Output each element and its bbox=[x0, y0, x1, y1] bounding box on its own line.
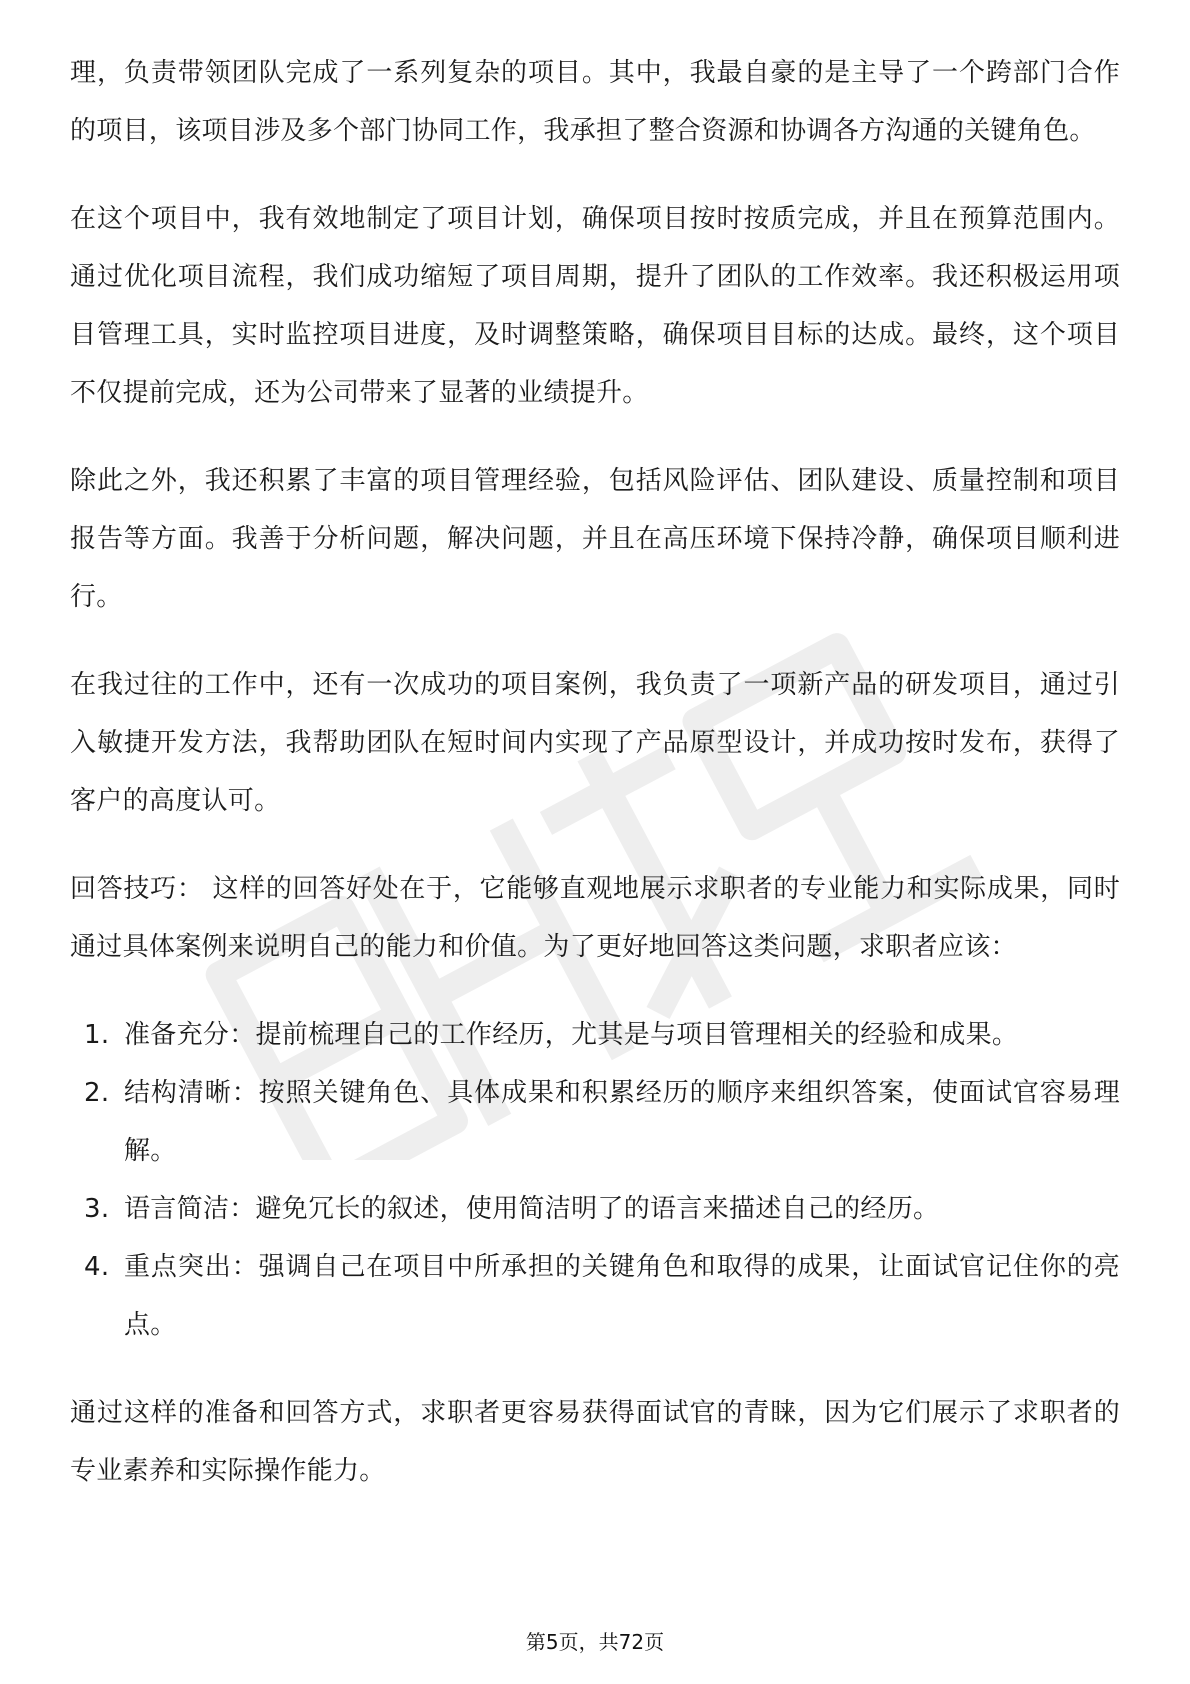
list-number: 3. bbox=[84, 1194, 110, 1224]
closing-paragraph: 通过这样的准备和回答方式，求职者更容易获得面试官的青睐，因为它们展示了求职者的专业素养和实际操作能力。 bbox=[70, 1398, 1120, 1486]
list-item bbox=[70, 1064, 1120, 1180]
document-body bbox=[70, 44, 1120, 1530]
paragraph-3: 除此之外，我还积累了丰富的项目管理经验，包括风险评估、团队建设、质量控制和项目报告等方面。我善于分析问题，解决问题，并且在高压环境下保持冷静，确保项目顺利进行。 bbox=[70, 466, 1120, 612]
list-number: 1. bbox=[84, 1020, 110, 1050]
list-item bbox=[70, 1006, 1120, 1064]
answer-tips-paragraph: 回答技巧： 这样的回答好处在于，它能够直观地展示求职者的专业能力和实际成果，同时通过具体案例来说明自己的能力和价值。为了更好地回答这类问题，求职者应该： bbox=[70, 874, 1120, 962]
tips-list bbox=[70, 1006, 1120, 1354]
list-item-text: 准备充分：提前梳理自己的工作经历，尤其是与项目管理相关的经验和成果。 bbox=[124, 1020, 1019, 1050]
paragraph-1: 理，负责带领团队完成了一系列复杂的项目。其中，我最自豪的是主导了一个跨部门合作的项目，该项目涉及多个部门协同工作，我承担了整合资源和协调各方沟通的关键角色。 bbox=[70, 58, 1120, 146]
paragraph-4: 在我过往的工作中，还有一次成功的项目案例，我负责了一项新产品的研发项目，通过引入敏捷开发方法，我帮助团队在短时间内实现了产品原型设计，并成功按时发布，获得了客户的高度认可。 bbox=[70, 670, 1120, 816]
list-item bbox=[70, 1238, 1120, 1354]
list-item-text: 语言简洁：避免冗长的叙述，使用简洁明了的语言来描述自己的经历。 bbox=[124, 1194, 940, 1224]
list-item-text: 结构清晰：按照关键角色、具体成果和积累经历的顺序来组织答案，使面试官容易理解。 bbox=[124, 1078, 1120, 1166]
page-number-footer: 第5页，共72页 bbox=[525, 1630, 665, 1654]
list-number: 2. bbox=[84, 1078, 110, 1108]
list-number: 4. bbox=[84, 1252, 110, 1282]
list-item-text: 重点突出：强调自己在项目中所承担的关键角色和取得的成果，让面试官记住你的亮点。 bbox=[124, 1252, 1120, 1340]
paragraph-2: 在这个项目中，我有效地制定了项目计划，确保项目按时按质完成，并且在预算范围内。通过优化项目流程，我们成功缩短了项目周期，提升了团队的工作效率。我还积极运用项目管理工具，实时监控项目进度，及时调整策略，确保项目目标的达成。最终，这个项目不仅提前完成，还为公司带来了显著的业绩提升。 bbox=[70, 204, 1120, 408]
list-item bbox=[70, 1180, 1120, 1238]
